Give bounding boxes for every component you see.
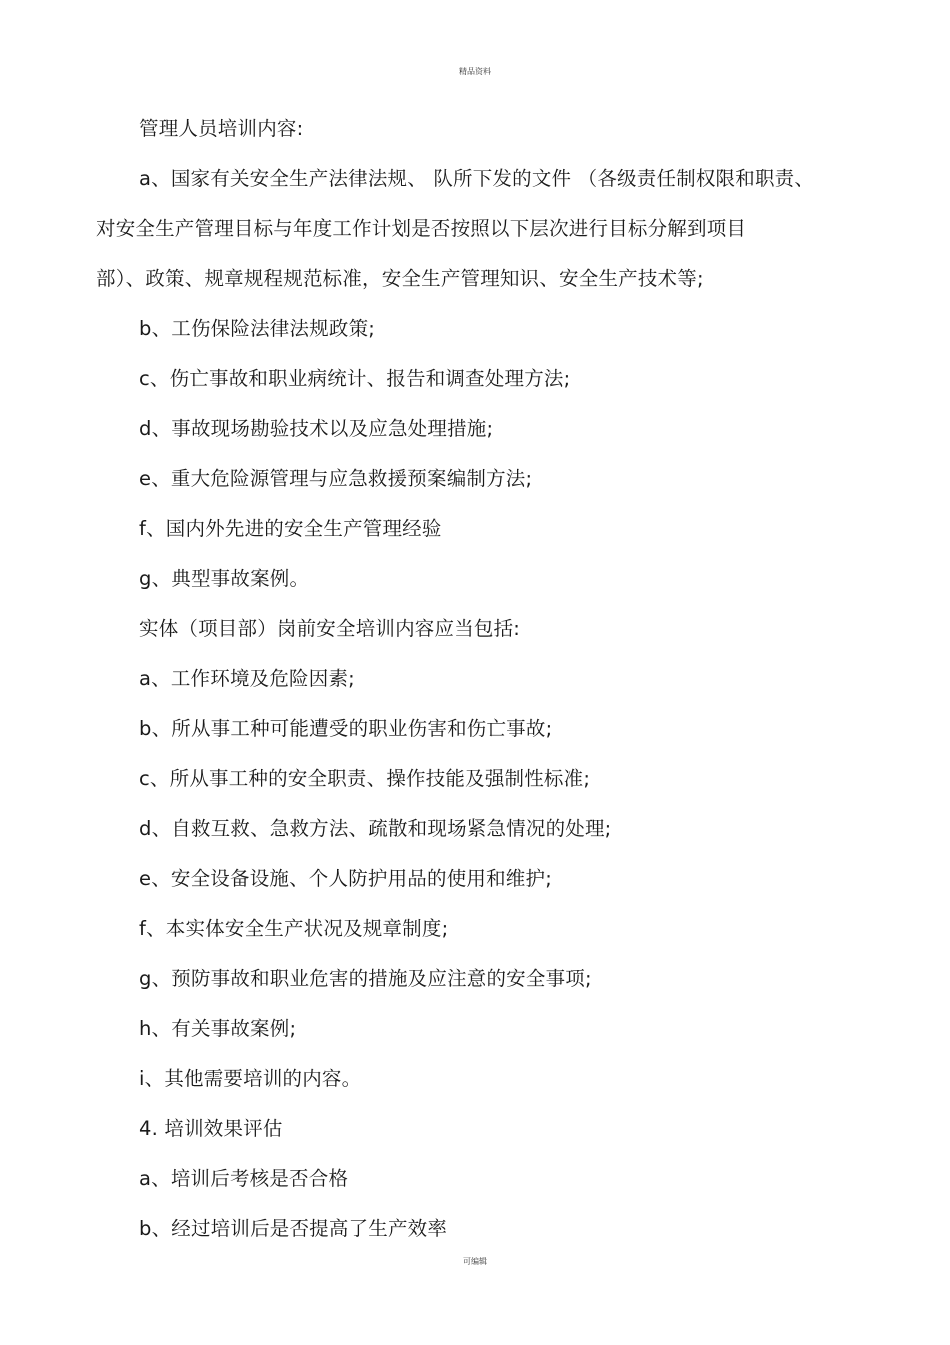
list-item: b、所从事工种可能遭受的职业伤害和伤亡事故; [139, 717, 553, 740]
list-item: b、工伤保险法律法规政策; [139, 317, 376, 340]
paragraph-line: 部）、政策、规章规程规范标准，安全生产管理知识、安全生产技术等; [96, 267, 704, 290]
section-heading-management-training: 管理人员培训内容: [139, 117, 304, 140]
list-item: f、本实体安全生产状况及规章制度; [139, 917, 449, 940]
list-item: c、所从事工种的安全职责、操作技能及强制性标准; [139, 767, 591, 790]
section-heading-training-evaluation: 4. 培训效果评估 [139, 1117, 283, 1140]
section-heading-pre-job-training: 实体（项目部）岗前安全培训内容应当包括: [139, 617, 521, 640]
list-item: d、事故现场勘验技术以及应急处理措施; [139, 417, 494, 440]
list-item: a、工作环境及危险因素; [139, 667, 355, 690]
list-item: g、典型事故案例。 [139, 567, 310, 590]
page-header: 精品资料 [459, 67, 491, 76]
list-item: d、自救互救、急救方法、疏散和现场紧急情况的处理; [139, 817, 612, 840]
list-item: h、有关事故案例; [139, 1017, 297, 1040]
list-item: f、国内外先进的安全生产管理经验 [139, 517, 442, 540]
list-item: c、伤亡事故和职业病统计、报告和调查处理方法; [139, 367, 571, 390]
list-item: e、安全设备设施、个人防护用品的使用和维护; [139, 867, 552, 890]
list-item: a、培训后考核是否合格 [139, 1167, 349, 1190]
list-item: e、重大危险源管理与应急救援预案编制方法; [139, 467, 533, 490]
paragraph-line: a、国家有关安全生产法律法规、 队所下发的文件 （各级责任制权限和职责、 [139, 167, 815, 190]
list-item: g、预防事故和职业危害的措施及应注意的安全事项; [139, 967, 592, 990]
list-item: i、其他需要培训的内容。 [139, 1067, 362, 1090]
list-item: b、经过培训后是否提高了生产效率 [139, 1217, 448, 1240]
page-footer: 可编辑 [463, 1257, 487, 1266]
paragraph-line: 对安全生产管理目标与年度工作计划是否按照以下层次进行目标分解到项目 [96, 217, 747, 240]
